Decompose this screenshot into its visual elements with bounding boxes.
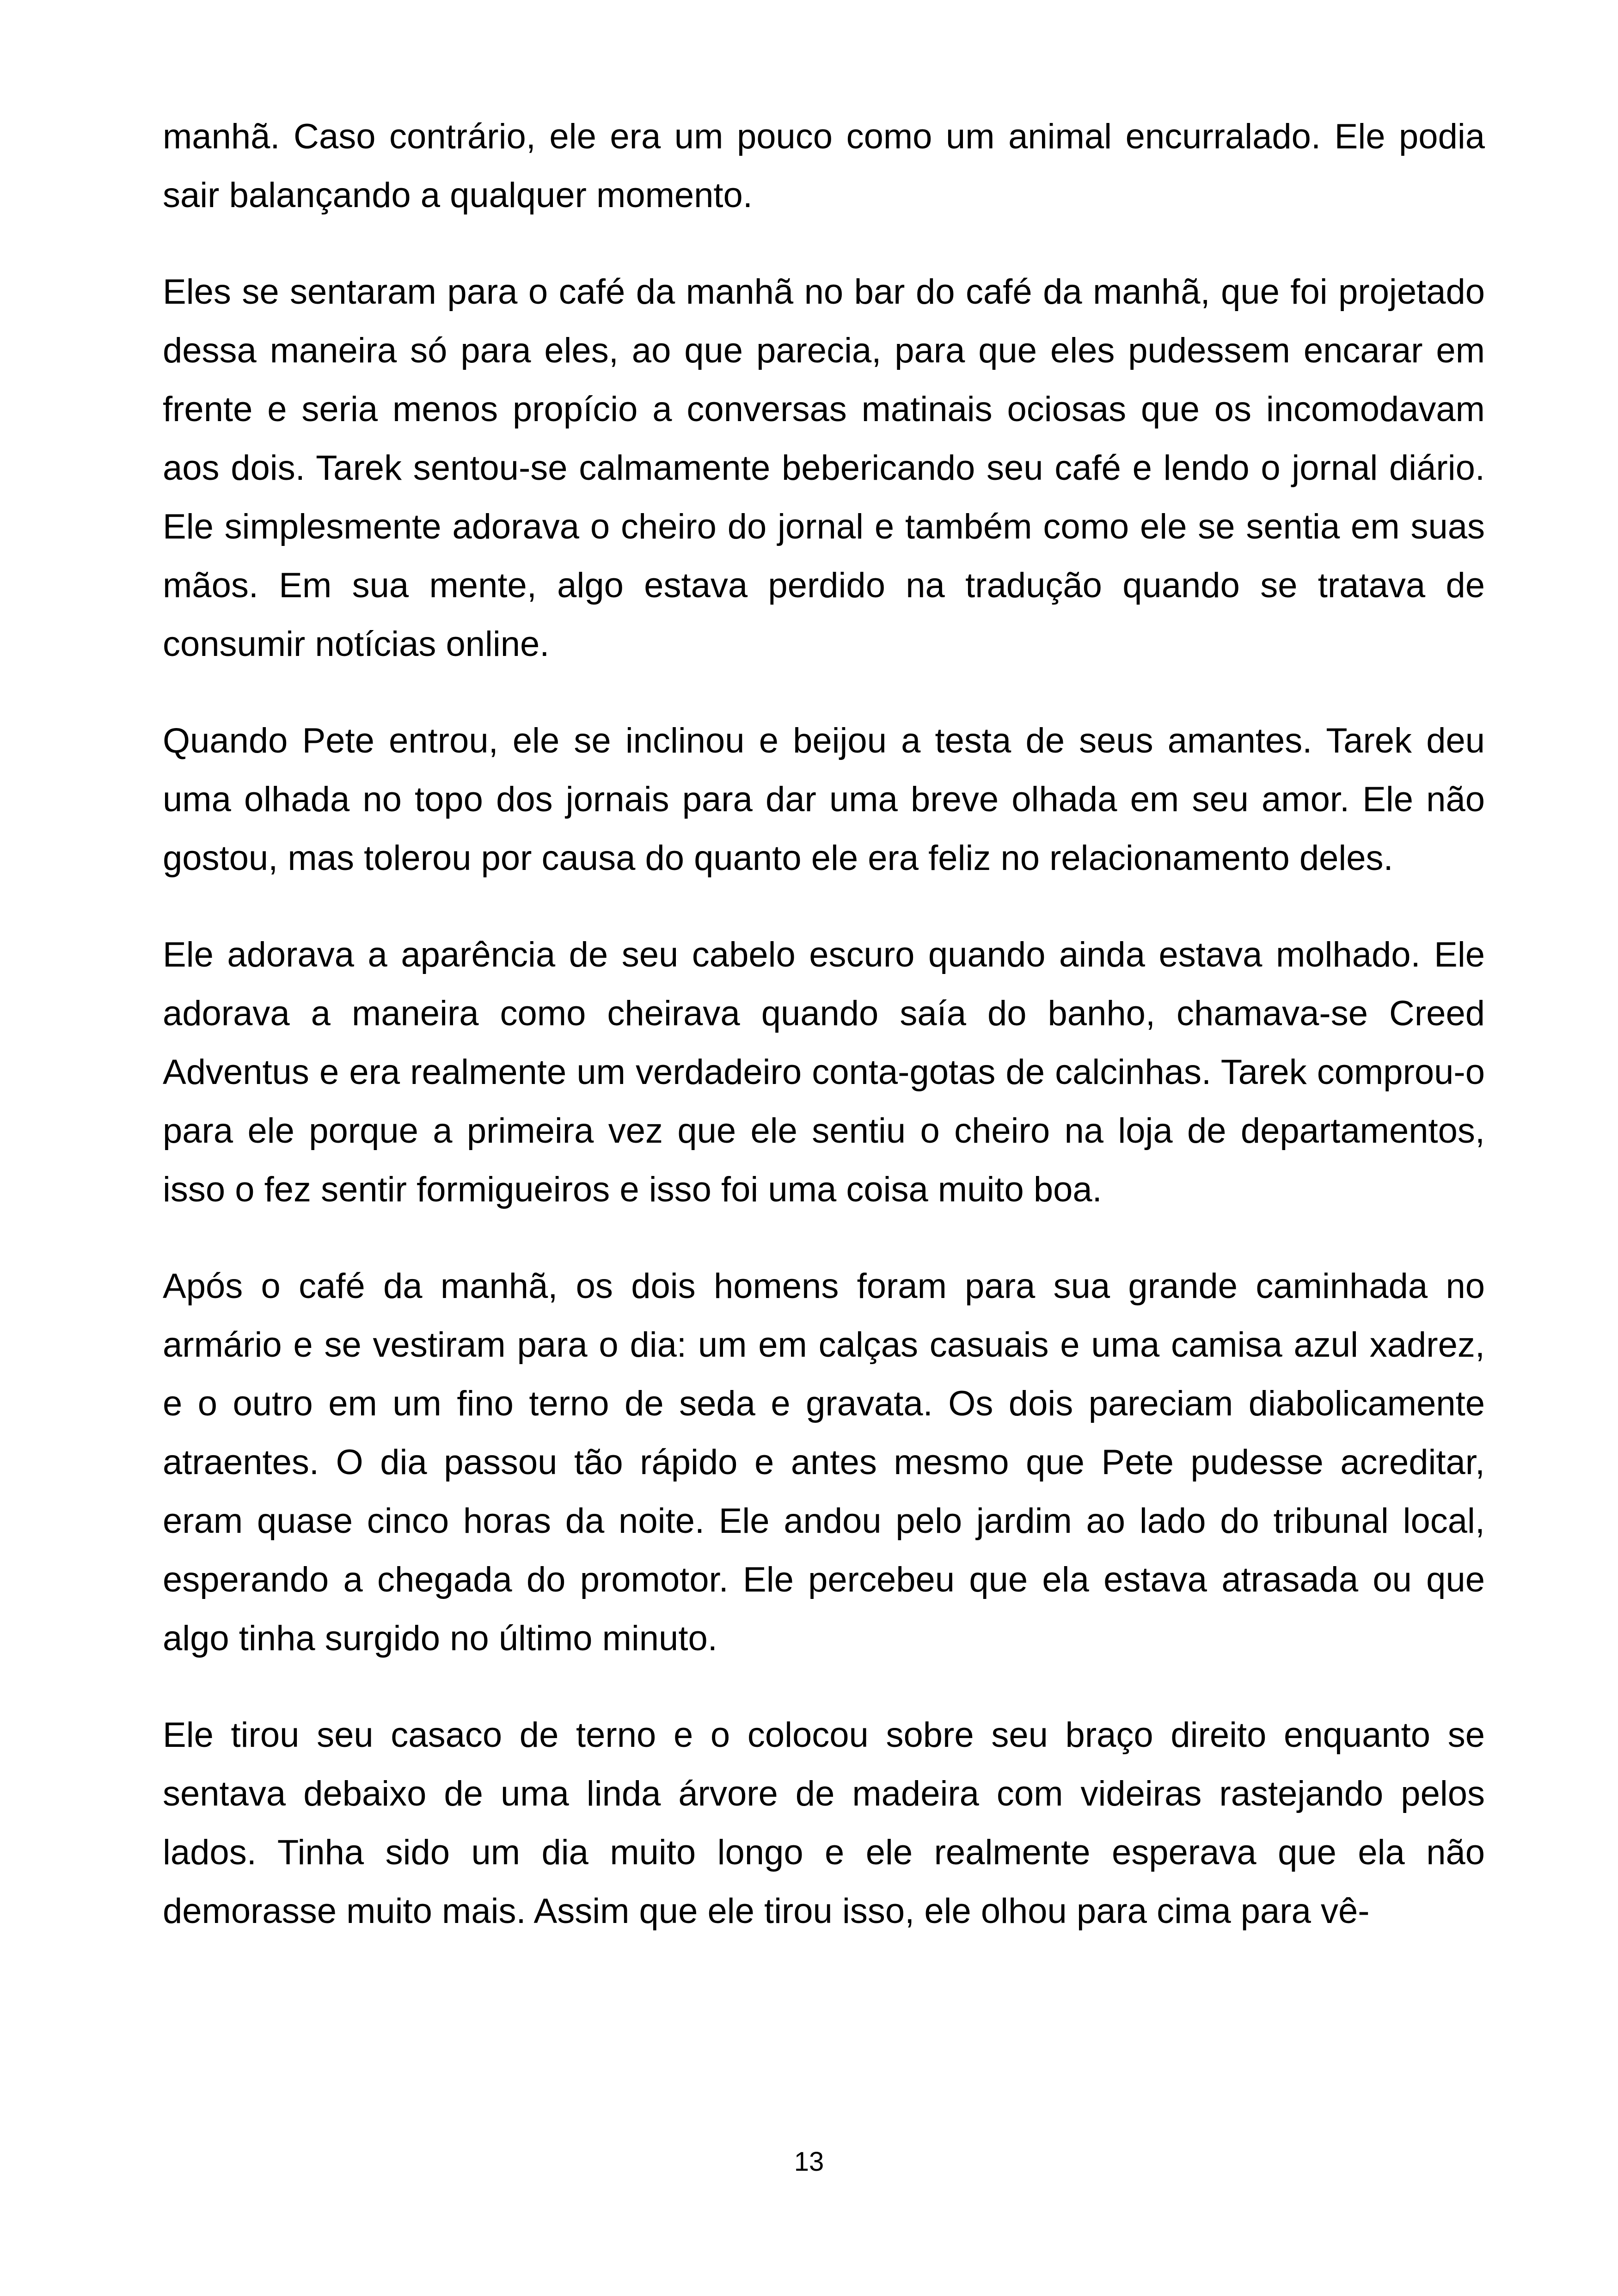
paragraph-1: manhã. Caso contrário, ele era um pouco como um animal encurralado. Ele podia sair balançando a qualquer momento. (163, 117, 1485, 215)
body-text (163, 107, 1485, 1941)
paragraph-2: Eles se sentaram para o café da manhã no bar do café da manhã, que foi projetado dessa maneira só para eles, ao que parecia, para que eles pudessem encarar em frente e seria menos propício a conversas matinais ociosas que os incomodavam aos dois. Tarek sentou-se calmamente bebericando seu café e lendo o jornal diário. Ele simplesmente adorava o cheiro do jornal e também como ele se sentia em suas mãos. Em sua mente, algo estava perdido na tradução quando se tratava de consumir notícias online. (163, 272, 1485, 664)
paragraph-3: Quando Pete entrou, ele se inclinou e beijou a testa de seus amantes. Tarek deu uma olhada no topo dos jornais para dar uma breve olhada em seu amor. Ele não gostou, mas tolerou por causa do quanto ele era feliz no relacionamento deles. (163, 721, 1485, 878)
paragraph-4: Ele adorava a aparência de seu cabelo escuro quando ainda estava molhado. Ele adorava a maneira como cheirava quando saía do banho, chamava-se Creed Adventus e era realmente um verdadeiro conta-gotas de calcinhas. Tarek comprou-o para ele porque a primeira vez que ele sentiu o cheiro na loja de departamentos, isso o fez sentir formigueiros e isso foi uma coisa muito boa. (163, 935, 1485, 1209)
paragraph-5: Após o café da manhã, os dois homens foram para sua grande caminhada no armário e se vestiram para o dia: um em calças casuais e uma camisa azul xadrez, e o outro em um fino terno de seda e gravata. Os dois pareciam diabolicamente atraentes. O dia passou tão rápido e antes mesmo que Pete pudesse acreditar, eram quase cinco horas da noite. Ele andou pelo jardim ao lado do tribunal local, esperando a chegada do promotor. Ele percebeu que ela estava atrasada ou que algo tinha surgido no último minuto. (163, 1267, 1485, 1658)
paragraph-6: Ele tirou seu casaco de terno e o colocou sobre seu braço direito enquanto se sentava debaixo de uma linda árvore de madeira com videiras rastejando pelos lados. Tinha sido um dia muito longo e ele realmente esperava que ela não demorasse muito mais. Assim que ele tirou isso, ele olhou para cima para vê- (163, 1715, 1485, 1931)
page-number: 13 (794, 2147, 824, 2177)
